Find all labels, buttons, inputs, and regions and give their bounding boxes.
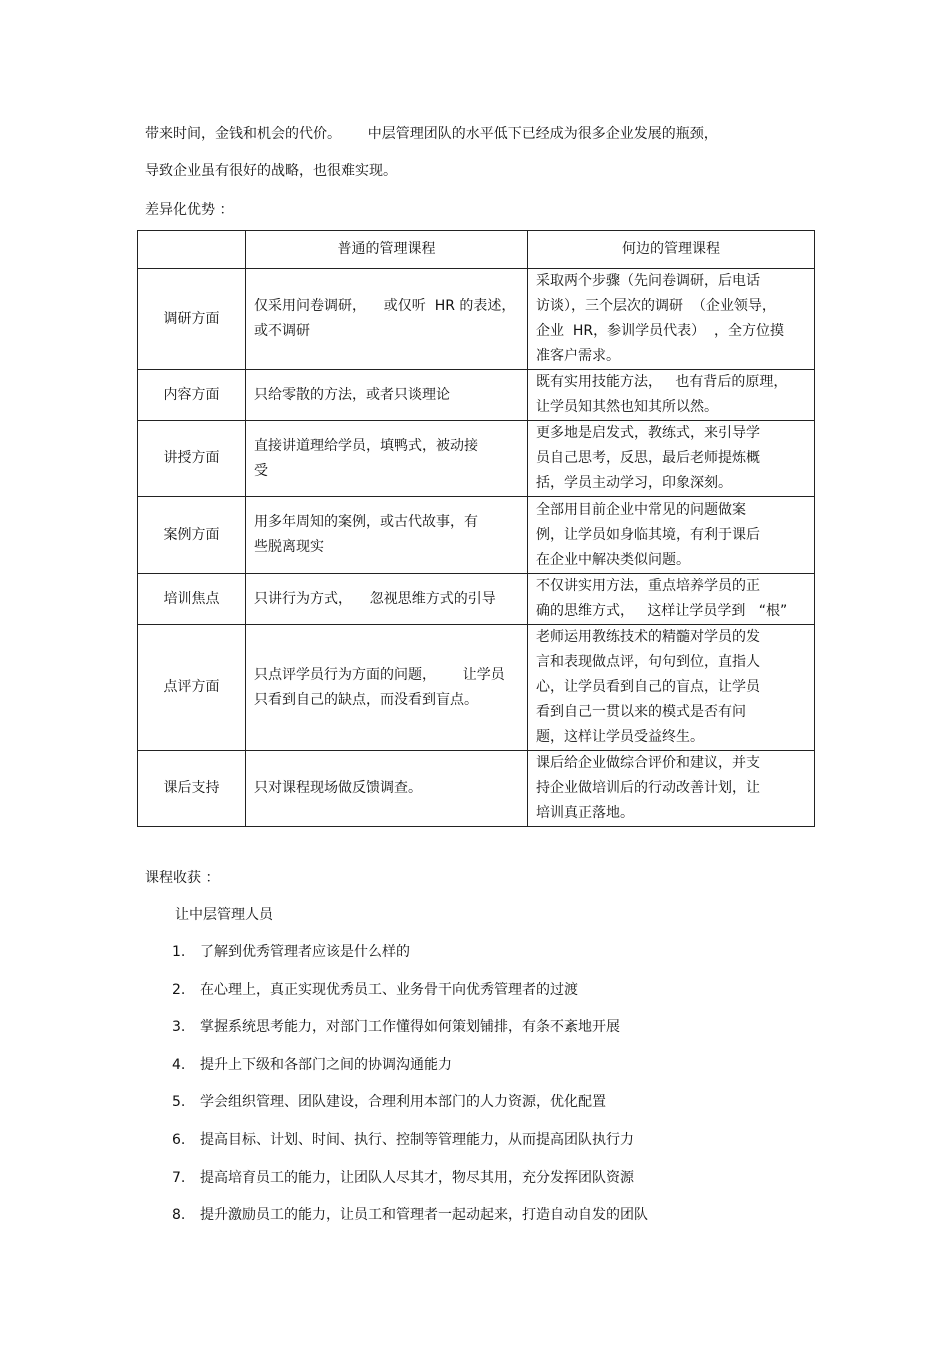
ours-cell-line: 既有实用技能方法， 也有背后的原理， xyxy=(536,374,788,390)
list-item-number: 8. xyxy=(172,1207,186,1224)
ours-cell-line: 题，这样让学员受益终生。 xyxy=(536,729,704,745)
ours-cell-line: 课后给企业做综合评价和建议，并支 xyxy=(536,755,760,771)
gains-heading: 课程收获 ： xyxy=(145,870,220,886)
list-item xyxy=(172,980,578,1000)
table-row xyxy=(138,269,815,370)
table-row xyxy=(138,421,815,497)
comparison-table xyxy=(137,230,815,827)
ordinary-cell xyxy=(246,370,528,421)
ordinary-cell-line: 仅采用问卷调研， 或仅听 HR 的表述， xyxy=(254,298,516,314)
ordinary-cell xyxy=(246,497,528,574)
ours-cell xyxy=(528,421,815,497)
header-cell-ours: 何边的管理课程 xyxy=(528,231,815,269)
ours-cell-line: 心，让学员看到自己的盲点，让学员 xyxy=(536,679,760,695)
ordinary-cell xyxy=(246,421,528,497)
aspect-cell: 讲授方面 xyxy=(138,421,246,497)
ordinary-cell-line: 直接讲道理给学员，填鸭式，被动接 xyxy=(254,437,478,454)
ours-cell-line: 准客户需求。 xyxy=(536,348,620,364)
list-item-text: 在心理上，真正实现优秀员工、业务骨干向优秀管理者的过渡 xyxy=(200,981,578,998)
ours-cell-line: 培训真正落地。 xyxy=(536,805,634,821)
ordinary-cell-line: 些脱离现实 xyxy=(254,539,324,555)
table-row xyxy=(138,574,815,625)
list-item xyxy=(172,1092,606,1112)
ours-cell-line: 全部用目前企业中常见的问题做案 xyxy=(536,501,746,518)
ordinary-cell-line: 只给零散的方法，或者只谈理论 xyxy=(254,386,450,403)
list-item-number: 2. xyxy=(172,981,186,998)
ordinary-cell xyxy=(246,625,528,751)
ordinary-cell-line: 只点评学员行为方面的问题， 让学员 xyxy=(254,666,505,683)
list-item-text: 提升上下级和各部门之间的协调沟通能力 xyxy=(200,1056,452,1073)
list-item-number: 3. xyxy=(172,1019,186,1036)
ours-cell xyxy=(528,751,815,827)
aspect-cell: 内容方面 xyxy=(138,370,246,421)
ordinary-cell-line: 用多年周知的案例，或古代故事，有 xyxy=(254,514,478,530)
ours-cell-line: 企业 HR，参训学员代表） ，全方位摸 xyxy=(536,323,785,339)
ours-cell-line: 言和表现做点评，句句到位，直指人 xyxy=(536,654,760,670)
ours-cell-line: 在企业中解决类似问题。 xyxy=(536,551,690,568)
table-row xyxy=(138,497,815,574)
list-item-text: 提高培育员工的能力，让团队人尽其才，物尽其用，充分发挥团队资源 xyxy=(200,1169,634,1186)
ours-cell-line: 访谈），三个层次的调研 （企业领导， xyxy=(536,298,776,314)
ours-cell-line: 持企业做培训后的行动改善计划，让 xyxy=(536,780,760,796)
list-item-text: 了解到优秀管理者应该是什么样的 xyxy=(200,944,410,960)
list-item xyxy=(172,1168,634,1188)
ordinary-cell xyxy=(246,269,528,370)
list-item xyxy=(172,1055,452,1075)
aspect-cell: 点评方面 xyxy=(138,625,246,751)
ours-cell-line: 括，学员主动学习，印象深刻。 xyxy=(536,475,732,491)
list-item-text: 掌握系统思考能力，对部门工作懂得如何策划铺排，有条不紊地开展 xyxy=(200,1019,620,1036)
list-item-number: 5. xyxy=(172,1094,186,1111)
aspect-cell: 案例方面 xyxy=(138,497,246,574)
ours-cell xyxy=(528,269,815,370)
ordinary-cell-line: 受 xyxy=(254,462,268,479)
table-row xyxy=(138,625,815,751)
header-cell-ordinary: 普通的管理课程 xyxy=(246,231,528,269)
intro-line-2: 导致企业虽有很好的战略，也很难实现。 xyxy=(145,163,397,179)
list-item-text: 提升激励员工的能力，让员工和管理者一起动起来，打造自动自发的团队 xyxy=(200,1207,648,1224)
aspect-cell: 调研方面 xyxy=(138,269,246,370)
ours-cell-line: 更多地是启发式，教练式，来引导学 xyxy=(536,425,760,441)
header-cell-aspect xyxy=(138,231,246,269)
table-header-row xyxy=(138,231,815,269)
ordinary-cell-line: 只对课程现场做反馈调查。 xyxy=(254,780,422,796)
list-item-text: 学会组织管理、团队建设，合理利用本部门的人力资源，优化配置 xyxy=(200,1094,606,1111)
list-item-number: 4. xyxy=(172,1056,186,1073)
ours-cell-line: 不仅讲实用方法，重点培养学员的正 xyxy=(536,578,760,594)
list-item-number: 7. xyxy=(172,1169,186,1186)
ordinary-cell xyxy=(246,574,528,625)
ours-cell-line: 让学员知其然也知其所以然。 xyxy=(536,399,718,415)
list-item xyxy=(172,1130,634,1150)
ours-cell-line: 采取两个步骤（先问卷调研，后电话 xyxy=(536,273,760,289)
ours-cell-line: 员自己思考，反思，最后老师提炼概 xyxy=(536,450,760,466)
list-item xyxy=(172,942,410,962)
ours-cell-line: 看到自己一贯以来的模式是否有问 xyxy=(536,704,746,720)
list-item-text: 提高目标、计划、时间、执行、控制等管理能力，从而提高团队执行力 xyxy=(200,1132,634,1148)
table-row xyxy=(138,751,815,827)
ours-cell xyxy=(528,625,815,751)
list-item xyxy=(172,1205,648,1225)
list-item xyxy=(172,1017,620,1037)
ours-cell-line: 确的思维方式， 这样让学员学到 “根” xyxy=(536,603,788,619)
ordinary-cell-line: 只讲行为方式， 忽视思维方式的引导 xyxy=(254,590,496,607)
aspect-cell: 培训焦点 xyxy=(138,574,246,625)
table-row xyxy=(138,370,815,421)
ours-cell xyxy=(528,370,815,421)
ordinary-cell-line: 只看到自己的缺点，而没看到盲点。 xyxy=(254,691,478,708)
ours-cell xyxy=(528,574,815,625)
ours-cell-line: 例，让学员如身临其境，有利于课后 xyxy=(536,526,760,543)
ours-cell-line: 老师运用教练技术的精髓对学员的发 xyxy=(536,629,760,645)
ordinary-cell-line: 或不调研 xyxy=(254,323,310,339)
intro-line-1: 带来时间，金钱和机会的代价。 中层管理团队的水平低下已经成为很多企业发展的瓶颈， xyxy=(145,126,718,142)
ours-cell xyxy=(528,497,815,574)
list-item-number: 6. xyxy=(172,1132,186,1148)
gains-intro: 让中层管理人员 xyxy=(175,907,273,923)
ordinary-cell xyxy=(246,751,528,827)
aspect-cell: 课后支持 xyxy=(138,751,246,827)
list-item-number: 1. xyxy=(172,944,186,960)
differentiation-heading: 差异化优势 ： xyxy=(145,202,234,218)
